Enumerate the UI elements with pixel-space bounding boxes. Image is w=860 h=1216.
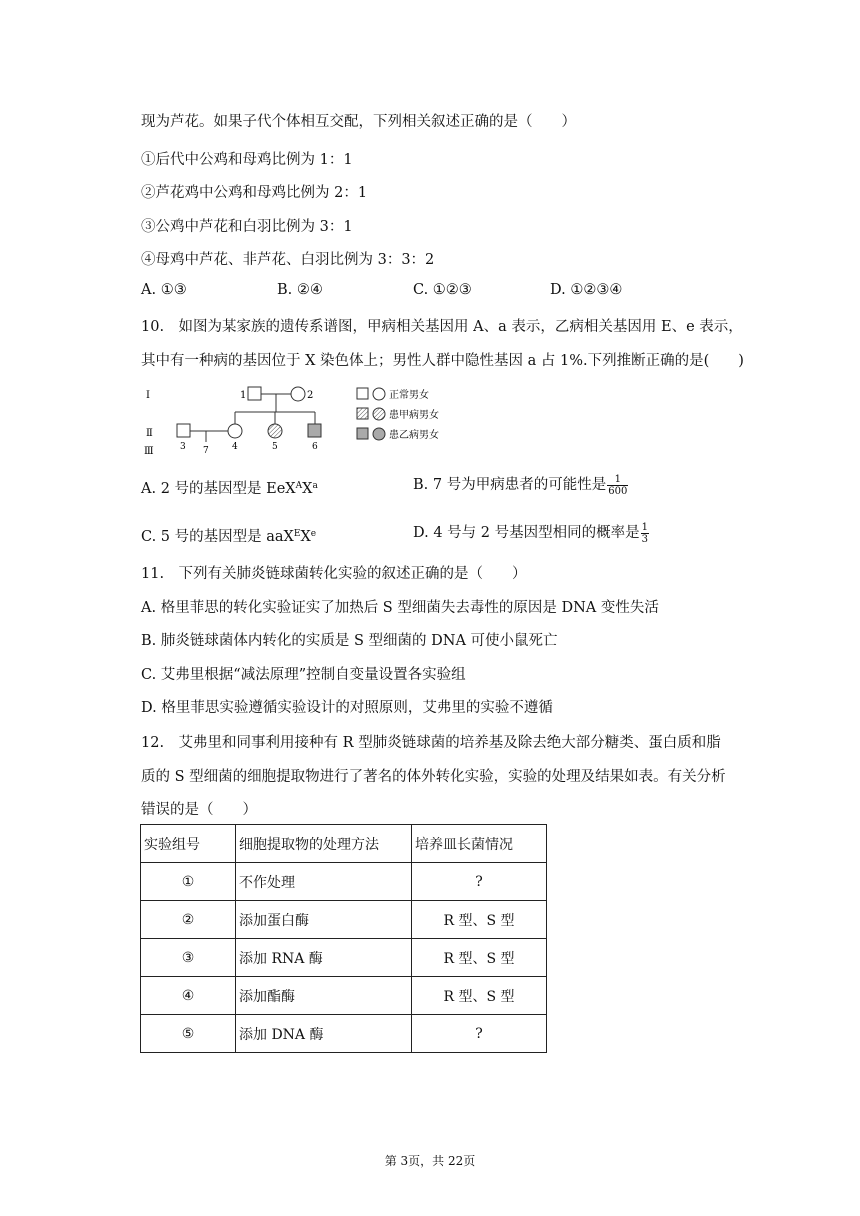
individual-2 [291,387,305,401]
q11-option-b[interactable]: B. 肺炎链球菌体内转化的实质是 S 型细菌的 DNA 可使小鼠死亡 [141,633,558,649]
q10-option-d[interactable]: D. 4 号与 2 号基因型相同的概率是 $\frac{1}{3}$ [413,521,648,545]
legend-b-male [357,428,368,439]
cell-result: R 型、S 型 [412,977,547,1015]
table-row [141,863,547,901]
generation-1-label: Ⅰ [146,390,150,401]
individual-6 [308,424,321,437]
individual-5 [268,424,282,438]
cell-result: ? [412,863,547,901]
q11-stem: 11. 下列有关肺炎链球菌转化实验的叙述正确的是（ ） [141,566,527,582]
individual-6-label: 6 [312,442,318,452]
individual-2-label: 2 [307,390,314,401]
cell-method: 添加蛋白酶 [236,901,412,939]
individual-1-label: 1 [240,390,247,401]
individual-5-label: 5 [272,442,278,452]
header-group: 实验组号 [141,825,236,863]
individual-3-label: 3 [180,442,186,452]
q9-option-b[interactable]: B. ②④ [277,282,323,298]
q9-stem-tail: 现为芦花。如果子代个体相互交配，下列相关叙述正确的是（ ） [141,114,576,130]
q9-option-d[interactable]: D. ①②③④ [550,282,623,298]
table-header-row [141,825,547,863]
individual-4 [228,424,242,438]
cell-group: ⑤ [141,1015,236,1053]
q9-option-a[interactable]: A. ①③ [141,282,187,298]
individual-4-label: 4 [232,442,238,452]
q10-option-b[interactable]: B. 7 号为甲病患者的可能性是 $\frac{1}{600}$ [413,473,628,497]
cell-group: ① [141,863,236,901]
q10-stem-line2: 其中有一种病的基因位于 X 染色体上；男性人群中隐性基因 a 占 1%.下列推断正确的是( ) [141,353,744,369]
legend-b-female [373,428,385,440]
cell-result: R 型、S 型 [412,901,547,939]
pedigree-chart [140,380,480,460]
table-row [141,977,547,1015]
generation-3-label: Ⅲ [144,446,154,457]
legend-normal-male [357,388,368,399]
q11-option-a[interactable]: A. 格里菲思的转化实验证实了加热后 S 型细菌失去毒性的原因是 DNA 变性失活 [141,600,659,616]
legend-a-label: 患甲病男女 [389,410,439,421]
page-footer: 第 3页，共 22页 [384,1154,476,1168]
table-row [141,939,547,977]
cell-method: 添加 RNA 酶 [236,939,412,977]
q12-stem-line3: 错误的是（ ） [141,802,257,818]
individual-3 [177,424,190,437]
q9-option-c[interactable]: C. ①②③ [413,282,472,298]
table-row [141,901,547,939]
statement-3: ③公鸡中芦花和白羽比例为 3：1 [141,219,353,235]
cell-method: 不作处理 [236,863,412,901]
statement-4: ④母鸡中芦花、非芦花、白羽比例为 3：3：2 [141,252,435,268]
q12-stem-line1: 12. 艾弗里和同事利用接种有 R 型肺炎链球菌的培养基及除去绝大部分糖类、蛋白质和脂 [141,735,721,751]
cell-result: R 型、S 型 [412,939,547,977]
cell-group: ④ [141,977,236,1015]
statement-1: ①后代中公鸡和母鸡比例为 1：1 [141,152,353,168]
cell-result: ? [412,1015,547,1053]
cell-method: 添加 DNA 酶 [236,1015,412,1053]
header-result: 培养皿长菌情况 [412,825,547,863]
individual-1 [248,387,261,400]
legend-normal-label: 正常男女 [389,390,429,401]
q11-option-c[interactable]: C. 艾弗里根据“减法原理”控制自变量设置各实验组 [141,667,466,683]
q10-option-c[interactable]: C. 5 号的基因型是 aaX$^E$Xe [141,529,317,545]
cell-method: 添加酯酶 [236,977,412,1015]
legend-a-female [373,408,385,420]
legend-normal-female [373,388,385,400]
legend-b-label: 患乙病男女 [389,430,439,441]
cell-group: ③ [141,939,236,977]
q11-option-d[interactable]: D. 格里菲思实验遵循实验设计的对照原则，艾弗里的实验不遵循 [141,700,553,716]
legend-a-male [357,408,368,419]
generation-2-label: Ⅱ [146,428,153,439]
cell-group: ② [141,901,236,939]
q10-stem-line1: 10. 如图为某家族的遗传系谱图，甲病相关基因用 A、a 表示，乙病相关基因用 E、e 表示， [141,319,743,335]
statement-2: ②芦花鸡中公鸡和母鸡比例为 2：1 [141,185,368,201]
q10-option-a[interactable]: A. 2 号的基因型是 $EeX^AX^a$ [141,481,318,497]
individual-7-label: 7 [203,446,209,456]
experiment-table [140,824,547,1053]
q12-stem-line2: 质的 S 型细菌的细胞提取物进行了著名的体外转化实验，实验的处理及结果如表。有关分析 [141,769,726,785]
header-method: 细胞提取物的处理方法 [236,825,412,863]
table-row [141,1015,547,1053]
